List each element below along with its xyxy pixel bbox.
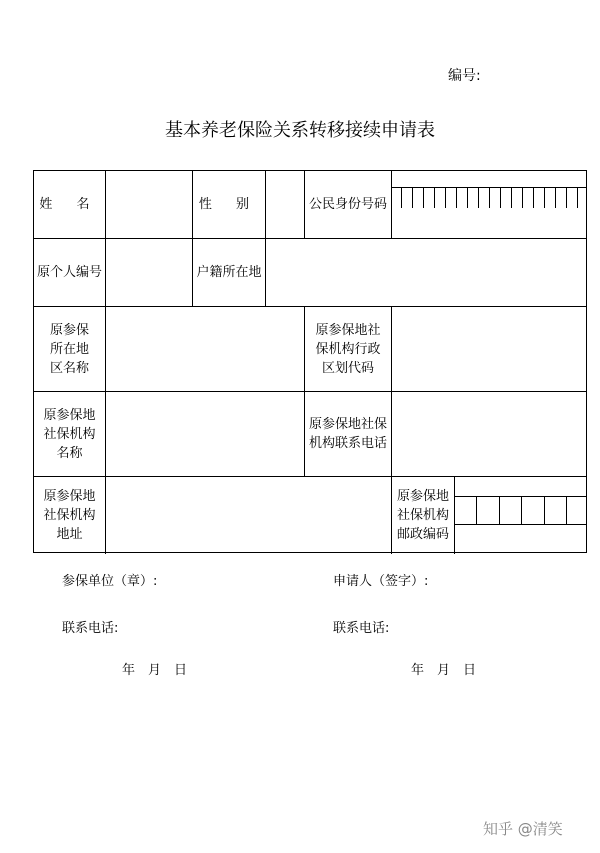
name-label: 姓 名: [39, 197, 100, 212]
household-field[interactable]: [266, 239, 586, 306]
id-digit-box: [423, 187, 424, 208]
id-digit-box: [511, 187, 512, 208]
application-form-table: [33, 170, 587, 553]
insured-unit-label: 参保单位（章）:: [62, 574, 158, 589]
postcode-label: 原参保地 社保机构 邮政编码: [396, 488, 449, 542]
watermark: 知乎 @清笑: [483, 820, 563, 838]
id-digit-box: [445, 187, 446, 208]
id-digit-box: [522, 187, 523, 208]
agency-address-field[interactable]: [106, 477, 391, 553]
serial-number-label: 编号:: [448, 68, 481, 84]
region-code-field[interactable]: [392, 307, 586, 391]
applicant-phone-label: 联系电话:: [333, 621, 390, 636]
household-label: 户籍所在地: [196, 265, 262, 280]
id-digit-box: [489, 187, 490, 208]
personal-number-label: 原个人编号: [36, 265, 102, 280]
agency-address-label: 原参保地 社保机构 地址: [43, 488, 96, 542]
gender-field[interactable]: [266, 171, 304, 238]
id-digit-box: [500, 187, 501, 208]
agency-name-label: 原参保地 社保机构 名称: [43, 407, 96, 461]
id-digit-box: [467, 187, 468, 208]
id-digit-box: [401, 187, 402, 208]
col-divider: [391, 171, 392, 238]
agency-phone-field[interactable]: [392, 392, 586, 476]
id-number-label: 公民身份号码: [308, 197, 387, 212]
id-digit-box: [566, 187, 567, 208]
col-divider: [454, 476, 455, 554]
id-digit-box: [533, 187, 534, 208]
postcode-box-bottom-line: [454, 524, 586, 525]
id-digit-box: [555, 187, 556, 208]
region-code-label: 原参保地社 保机构行政 区划代码: [315, 322, 381, 376]
personal-number-field[interactable]: [106, 239, 192, 306]
postcode-digit-box: [476, 496, 477, 524]
id-digit-box: [544, 187, 545, 208]
postcode-digit-box: [566, 496, 567, 524]
agency-phone-label: 原参保地社保 机构联系电话: [308, 417, 387, 451]
form-title: 基本养老保险关系转移接续申请表: [165, 120, 435, 141]
postcode-digit-box: [521, 496, 522, 524]
agency-name-field[interactable]: [106, 392, 304, 476]
id-digit-box: [434, 187, 435, 208]
id-digit-box: [577, 187, 578, 208]
id-digit-box: [478, 187, 479, 208]
region-name-field[interactable]: [106, 307, 304, 391]
unit-phone-label: 联系电话:: [62, 621, 119, 636]
name-field[interactable]: [106, 171, 192, 238]
applicant-signature-label: 申请人（签字）:: [333, 574, 429, 589]
postcode-digit-box: [544, 496, 545, 524]
id-digit-box: [456, 187, 457, 208]
applicant-date: 年 月 日: [411, 663, 477, 678]
region-name-label: 原参保 所在地 区名称: [49, 322, 89, 376]
unit-date: 年 月 日: [122, 663, 188, 678]
postcode-digit-box: [499, 496, 500, 524]
id-digit-box: [412, 187, 413, 208]
gender-label: 性 别: [198, 197, 260, 212]
